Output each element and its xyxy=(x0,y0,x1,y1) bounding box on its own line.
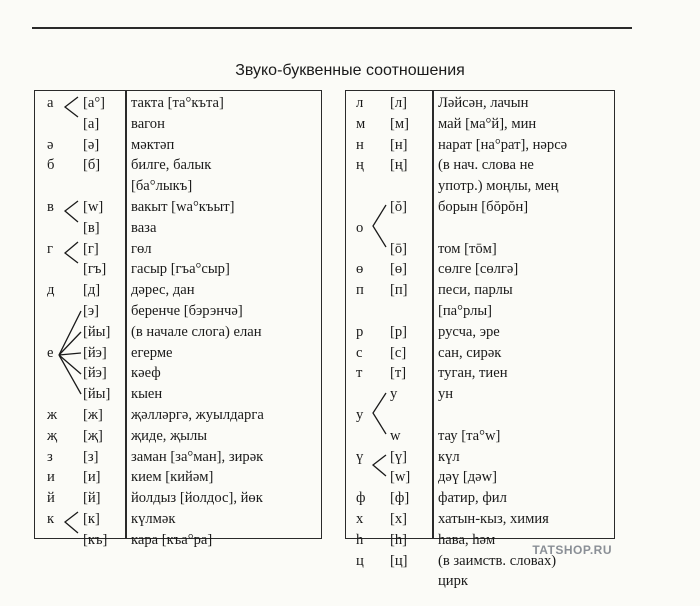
cell-example: (в нач. слова не xyxy=(438,157,534,174)
cell-sound: w xyxy=(390,427,401,444)
cell-sound: у xyxy=(390,386,398,403)
cell-letter: й xyxy=(47,490,55,507)
cell-letter: ү xyxy=(356,448,364,465)
cell-sound: [къ] xyxy=(83,531,108,548)
cell-letter: г xyxy=(47,240,53,257)
cell-letter: ц xyxy=(356,552,364,569)
cell-example: билге, балык xyxy=(131,157,212,174)
left-table xyxy=(34,90,322,548)
cell-sound: [ŏ] xyxy=(390,198,408,215)
cell-example: җиде, җылы xyxy=(131,427,208,444)
cell-example: фатир, фил xyxy=(438,490,507,507)
cell-letter: ф xyxy=(356,490,366,507)
cell-example: тау [та°w] xyxy=(438,427,501,444)
cell-sound: [с] xyxy=(390,344,407,361)
cell-example: гасыр [гъа°сыр] xyxy=(131,261,230,278)
cell-letter: м xyxy=(356,115,366,132)
cell-sound: [ү] xyxy=(390,448,408,465)
cell-sound: [ō] xyxy=(390,240,408,257)
cell-sound: [э] xyxy=(83,302,99,319)
cell-example: май [ма°й], мин xyxy=(438,115,537,132)
cell-sound: [ф] xyxy=(390,490,410,507)
cell-sound: [җ] xyxy=(83,427,103,444)
cell-example: дәрес, дан xyxy=(131,282,195,299)
cell-example: [па°рлы] xyxy=(438,302,493,319)
cell-sound: [п] xyxy=(390,282,408,299)
page-title: Звуко-буквенные соотношения xyxy=(235,62,465,79)
cell-example: беренче [бэрэнчә] xyxy=(131,302,243,319)
cell-sound: [р] xyxy=(390,323,408,340)
cell-example: такта [та°къта] xyxy=(131,95,224,111)
cell-example: сөлге [сөлгә] xyxy=(438,261,519,278)
cell-example: [ба°лыкъ] xyxy=(131,178,193,195)
cell-letter: д xyxy=(47,282,55,299)
brace-v xyxy=(65,201,78,222)
cell-sound: [д] xyxy=(83,282,101,299)
brace-u xyxy=(373,393,386,434)
cell-example: нарат [на°рат], нәрсә xyxy=(438,136,568,153)
cell-letter: һ xyxy=(356,531,364,548)
cell-example: хатын-кыз, химия xyxy=(438,510,549,527)
cell-sound: [й] xyxy=(83,490,101,507)
cell-letter: н xyxy=(356,136,364,153)
cell-example: күл xyxy=(438,448,460,465)
cell-example: цирк xyxy=(438,573,469,590)
cell-example: мәктәп xyxy=(131,136,175,153)
cell-letter: и xyxy=(47,469,55,486)
cell-sound: [ц] xyxy=(390,552,408,569)
cell-letter: х xyxy=(356,510,364,527)
cell-letter: о xyxy=(356,219,364,236)
cell-letter: ө xyxy=(356,261,364,278)
cell-sound: [ө] xyxy=(390,261,408,278)
cell-sound: [гъ] xyxy=(83,261,107,278)
top-rule xyxy=(32,27,632,29)
cell-sound: [w] xyxy=(390,469,411,486)
cell-letter: ң xyxy=(356,157,364,174)
cell-example: җәлләргә, жуылдарга xyxy=(131,406,264,423)
cell-sound: [h] xyxy=(390,531,408,548)
cell-example: сан, сирәк xyxy=(438,344,502,361)
cell-letter: в xyxy=(47,198,54,215)
cell-letter: җ xyxy=(47,427,58,444)
cell-sound: [з] xyxy=(83,448,99,465)
cell-letter: е xyxy=(47,344,54,361)
brace-k xyxy=(65,512,78,533)
cell-sound: [г] xyxy=(83,240,99,257)
watermark: TATSHOP.RU xyxy=(532,543,612,557)
cell-letter: з xyxy=(47,448,53,465)
cell-sound: [в] xyxy=(83,219,100,236)
cell-sound: [ж] xyxy=(83,406,103,423)
cell-sound: [л] xyxy=(390,95,408,111)
table-row xyxy=(346,571,614,592)
cell-sound: [йы] xyxy=(83,386,111,403)
cell-sound: [х] xyxy=(390,510,408,527)
cell-sound: [ә] xyxy=(83,136,100,153)
cell-sound: [йы] xyxy=(83,323,111,340)
cell-example: ваза xyxy=(131,219,157,236)
cell-example: вагон xyxy=(131,115,165,132)
cell-sound: [м] xyxy=(390,115,409,132)
cell-sound: [йэ] xyxy=(83,365,107,382)
cell-sound: [и] xyxy=(83,469,101,486)
braces-left xyxy=(35,91,321,538)
cell-example: дәү [дәw] xyxy=(438,469,498,486)
brace-e xyxy=(59,311,81,394)
cell-sound: [йэ] xyxy=(83,344,107,361)
braces-right xyxy=(346,91,614,538)
brace-a xyxy=(65,97,78,117)
cell-sound: [т] xyxy=(390,365,407,382)
cell-letter: у xyxy=(356,406,364,423)
cell-sound: [w] xyxy=(83,198,104,215)
cell-letter: б xyxy=(47,157,55,174)
cell-example: һава, һәм xyxy=(438,531,496,548)
cell-letter: т xyxy=(356,365,363,382)
cell-sound: [ң] xyxy=(390,157,408,174)
cell-example: употр.) моңлы, мең xyxy=(438,178,559,195)
cell-example: (в заимств. словах) xyxy=(438,552,557,569)
cell-example: заман [за°ман], зирәк xyxy=(131,448,264,465)
cell-example: гөл xyxy=(131,240,152,257)
cell-example: ун xyxy=(438,386,454,403)
cell-letter: л xyxy=(356,95,364,111)
brace-o xyxy=(373,205,386,247)
cell-sound: [к] xyxy=(83,510,100,527)
cell-example: йолдыз [йолдос], йөк xyxy=(131,490,263,507)
cell-letter: ә xyxy=(47,136,54,153)
cell-letter: р xyxy=(356,323,364,340)
cell-example: песи, парлы xyxy=(438,282,513,299)
cell-example: кием [кийәм] xyxy=(131,469,214,486)
cell-letter: а xyxy=(47,95,54,111)
cell-letter: п xyxy=(356,282,364,299)
brace-g xyxy=(65,242,78,263)
cell-example: кәеф xyxy=(131,365,161,382)
brace-ue xyxy=(373,455,386,476)
cell-example: күлмәк xyxy=(131,510,176,527)
cell-example: Ләйсән, лачын xyxy=(438,95,529,111)
cell-example: вакыт [wa°къыт] xyxy=(131,198,235,215)
cell-example: русча, эре xyxy=(438,323,500,340)
cell-letter: с xyxy=(356,344,363,361)
cell-sound: [б] xyxy=(83,157,101,174)
cell-sound: [н] xyxy=(390,136,408,153)
cell-example: (в начале слога) елан xyxy=(131,323,262,340)
cell-sound: [а°] xyxy=(83,95,106,111)
cell-example: туган, тиен xyxy=(438,365,508,382)
cell-example: кара [къа°ра] xyxy=(131,531,213,548)
cell-letter: к xyxy=(47,510,55,527)
cell-example: егерме xyxy=(131,344,173,361)
cell-example: борын [бŏрŏн] xyxy=(438,198,529,215)
cell-letter: ж xyxy=(47,406,58,423)
cell-example: кыен xyxy=(131,386,163,403)
cell-example: том [тōм] xyxy=(438,240,497,257)
cell-sound: [а] xyxy=(83,115,100,132)
